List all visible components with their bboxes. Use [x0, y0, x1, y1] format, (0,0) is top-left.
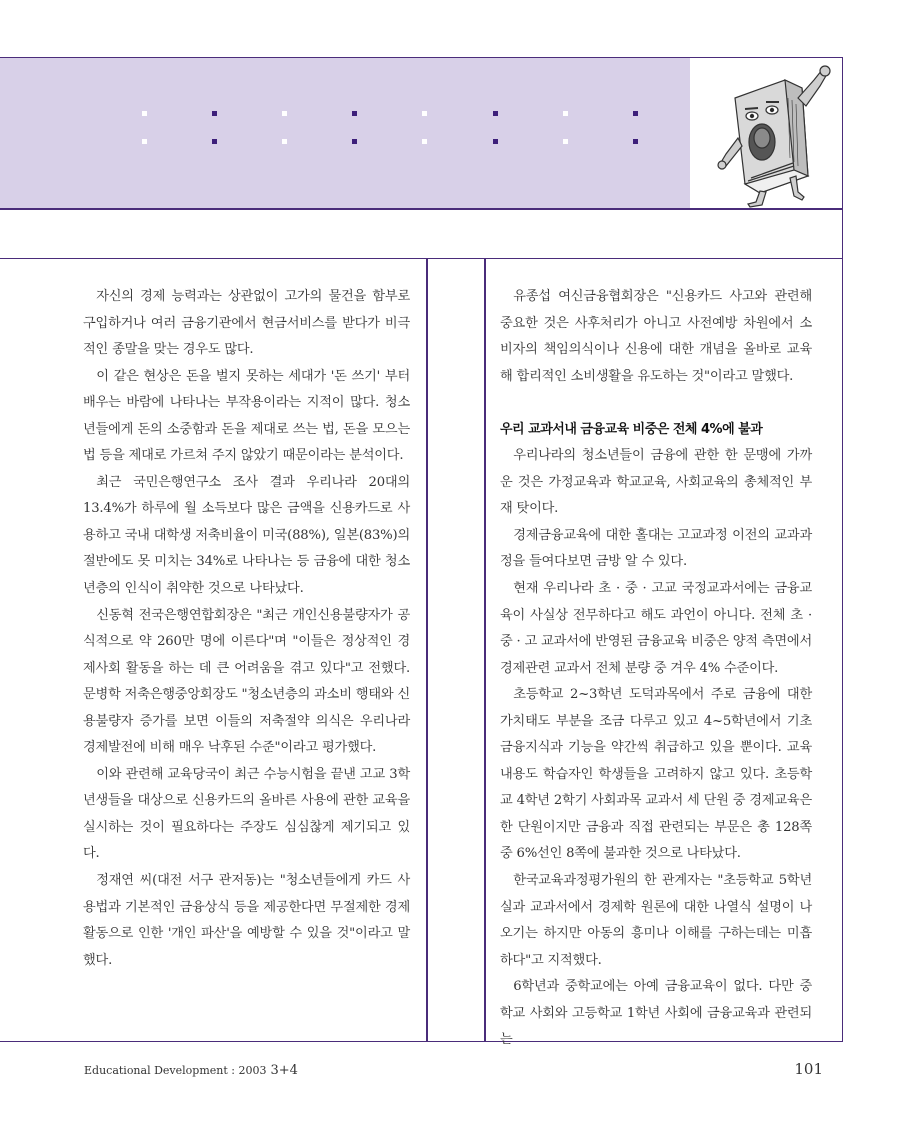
journal-footer — [84, 1063, 298, 1078]
paragraph: 현재 우리나라 초 · 중 · 고교 국정교과서에는 금융교육이 사실상 전무하다고 해도 과언이 아니다. 전체 초 · 중 · 고 교과서에 반영된 금융교육 비중은 양적 측면에서 경제관련 교과서 전체 분량 중 겨우 4% 수준이다. — [500, 581, 812, 676]
paragraph: 신동혁 전국은행연합회장은 "최근 개인신용불량자가 공식적으로 약 260만 명에 이른다"며 "이들은 정상적인 경제사회 활동을 하는 데 큰 어려움을 겪고 있다"고 전했다. 문병학 저축은행중앙회장도 "청소년층의 과소비 행태와 신용불량자 증가를 보면 이들의 저축절약 의식은 우리나라 경제발전에 비해 매우 낙후된 수준"이라고 평가했다. — [83, 607, 410, 756]
column-divider-right — [484, 258, 486, 1042]
section-heading: 우리 교과서내 금융교육 비중은 전체 4%에 불과 — [500, 421, 763, 437]
right-article-column — [500, 284, 812, 1054]
paragraph: 유종섭 여신금융협회장은 "신용카드 사고와 관련해 중요한 것은 사후처리가 아니고 사전예방 차원에서 소비자의 책임의식이나 신용에 대한 개념을 올바로 교육해 합리적인 소비생활을 유도하는 것"이라고 말했다. — [500, 289, 812, 384]
paragraph: 이와 관련해 교육당국이 최근 수능시험을 끝낸 고교 3학년생들을 대상으로 신용카드의 올바른 사용에 관한 교육을 실시하는 것이 필요하다는 주장도 심심찮게 제기되고 있다. — [83, 766, 410, 862]
header-banner — [0, 58, 690, 208]
dot-square — [422, 139, 427, 144]
dot-square — [142, 111, 147, 116]
content-top-rule — [0, 258, 842, 259]
column-divider-left — [426, 258, 428, 1042]
paragraph: 초등학교 2~3학년 도덕과목에서 주로 금융에 대한 가치태도 부분을 조금 다루고 있고 4~5학년에서 기초금융지식과 기능을 약간씩 취급하고 있을 뿐이다. 교육내용도 학습자인 학생들을 고려하지 않고 있다. 초등학교 4학년 2학기 사회과목 교과서 세 단원 중 경제교육은 한 단원이지만 금융과 직접 관련되는 부문은 총 128쪽 중 6%선인 8쪽에 불과한 것으로 나타났다. — [500, 687, 812, 862]
dot-square — [212, 139, 217, 144]
page-number: 101 — [794, 1060, 823, 1078]
dot-square — [563, 139, 568, 144]
paragraph: 자신의 경제 능력과는 상관없이 고가의 물건을 함부로 구입하거나 여러 금융기관에서 현금서비스를 받다가 비극적인 종말을 맞는 경우도 많다. — [83, 289, 410, 358]
dot-square — [633, 139, 638, 144]
issue-number: 3+4 — [270, 1063, 298, 1078]
paragraph: 이 같은 현상은 돈을 벌지 못하는 세대가 '돈 쓰기' 부터 배우는 바람에 나타나는 부작용이라는 지적이 많다. 청소년들에게 돈의 소중함과 돈을 제대로 쓰는 법, 돈을 모으는 법 등을 제대로 가르쳐 주지 않았기 때문이라는 분석이다. — [83, 368, 410, 464]
dot-square — [493, 111, 498, 116]
paragraph: 경제금융교육에 대한 홀대는 고교과정 이전의 교과과정을 들여다보면 금방 알 수 있다. — [500, 527, 812, 570]
paragraph: 6학년과 중학교에는 아예 금융교육이 없다. 다만 중학교 사회와 고등학교 1학년 사회에 금융교육과 관련되는 — [500, 979, 812, 1048]
book-character-icon — [690, 58, 842, 208]
dot-square — [422, 111, 427, 116]
dot-square — [282, 139, 287, 144]
paragraph: 우리나라의 청소년들이 금융에 관한 한 문맹에 가까운 것은 가정교육과 학교교육, 사회교육의 총체적인 부재 탓이다. — [500, 448, 812, 517]
screaming-book-illustration — [690, 58, 842, 208]
dot-square — [352, 139, 357, 144]
dot-square — [493, 139, 498, 144]
paragraph: 최근 국민은행연구소 조사 결과 우리나라 20대의 13.4%가 하루에 월 소득보다 많은 금액을 신용카드로 사용하고 국내 대학생 저축비율이 미국(88%), 일본(83%)의 절반에도 못 미치는 34%로 나타나는 등 금융에 대한 청소년층의 인식이 취약한 것으로 나타났다. — [83, 474, 410, 597]
dot-square — [282, 111, 287, 116]
left-article-column — [83, 284, 410, 974]
dot-square — [633, 111, 638, 116]
journal-name: Educational Development : 2003 — [84, 1064, 267, 1077]
paragraph: 정재연 씨(대전 서구 관저동)는 "청소년들에게 카드 사용법과 기본적인 금융상식 등을 제공한다면 무절제한 경제활동으로 인한 '개인 파산'을 예방할 수 있을 것"이라고 말했다. — [83, 873, 410, 968]
dot-square — [352, 111, 357, 116]
banner-underline — [0, 208, 842, 210]
dot-square — [142, 139, 147, 144]
section-spacer — [500, 390, 812, 417]
dot-square — [212, 111, 217, 116]
paragraph: 한국교육과정평가원의 한 관계자는 "초등학교 5학년 실과 교과서에서 경제학 원론에 대한 나열식 설명이 나오기는 하지만 아동의 흥미나 이해를 구하는데는 미흡하다"고 지적했다. — [500, 873, 812, 968]
dot-square — [563, 111, 568, 116]
